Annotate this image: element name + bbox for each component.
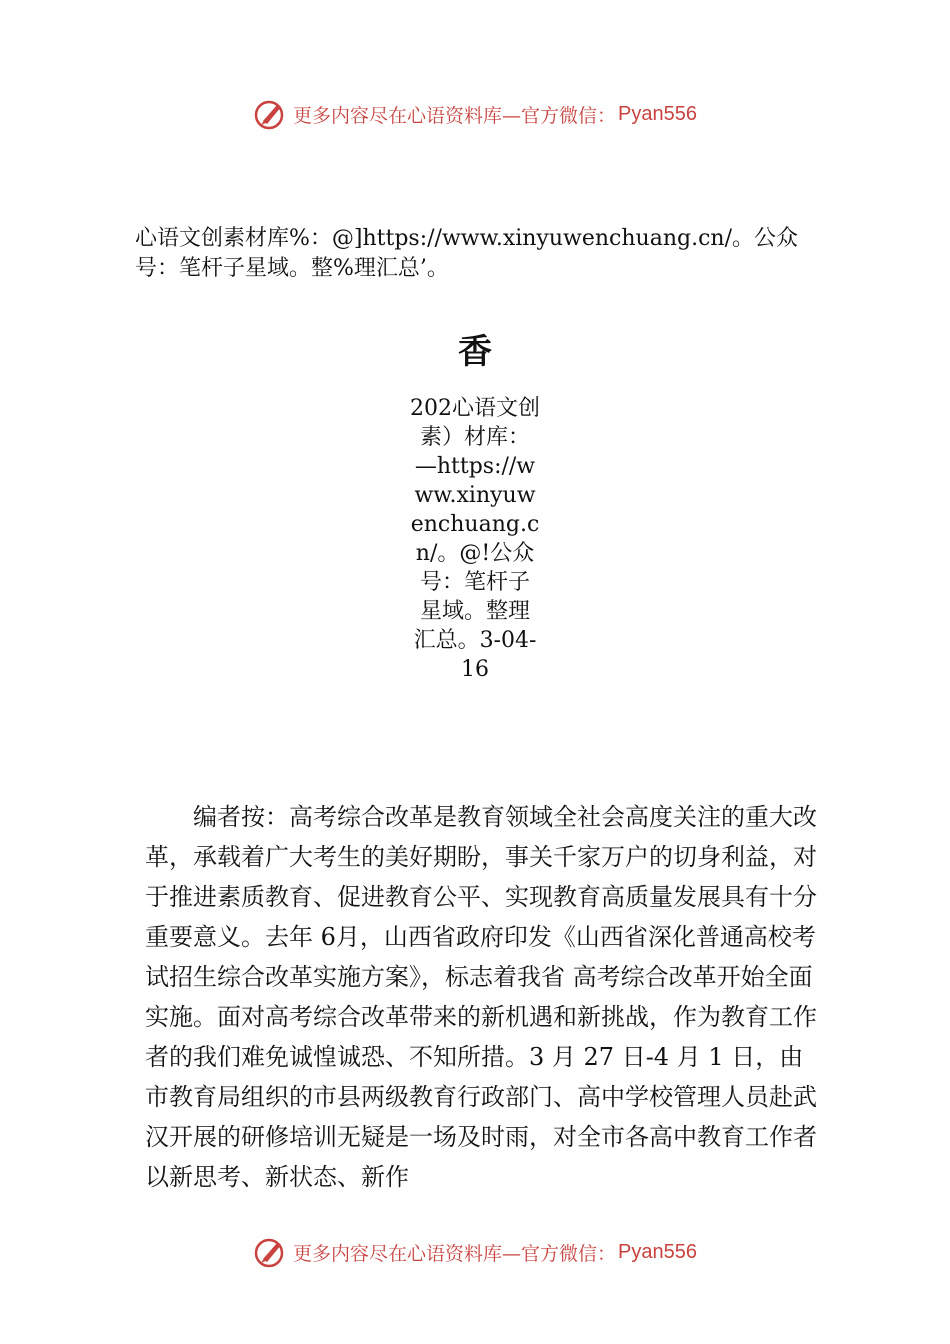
banner-wechat-id: Pyan556 [618,1240,697,1263]
header-banner [0,94,950,134]
heading-character: 香 [458,332,492,372]
banner-wechat-id: Pyan556 [618,102,697,125]
footer-banner [0,1232,950,1272]
narrow-source-block: 202心语文创素）材库：—https://www.xinyuwenchuang.cn/。@!公众号：笔杆子星域。整理汇总。3-04-16 [410,396,540,682]
banner-text: 更多内容尽在心语资料库—官方微信： [293,104,617,127]
banner-text: 更多内容尽在心语资料库—官方微信： [293,1242,617,1265]
pen-nib-logo-icon [253,97,287,131]
pen-nib-logo-icon [253,1235,287,1269]
editor-note-paragraph: 编者按：高考综合改革是教育领域全社会高度关注的重大改革，承载着广大考生的美好期盼，事关千家万户的切身利益，对于推进素质教育、促进教育公平、实现教育高质量发展具有十分重要意义。去年 6月，山西省政府印发《山西省深化普通高校考试招生综合改革实施方案》，标志着我省 高考综合改革开始全面实施。面对高考综合改革带来的新机遇和新挑战，作为教育工作者的我们难免诚惶诚恐、不知所措。3 月 27 日-4 月 1 日，由市教育局组织的市县两级教育行政部门、高中学校管理人员赴武汉开展的研修培训无疑是一场及时雨，对全市各高中教育工作者以新思考、新状态、新作 [145,803,817,1191]
source-note: 心语文创素材库%：@]https://www.xinyuwenchuang.cn/。公众号：笔杆子星域。整%理汇总’。 [135,226,798,281]
